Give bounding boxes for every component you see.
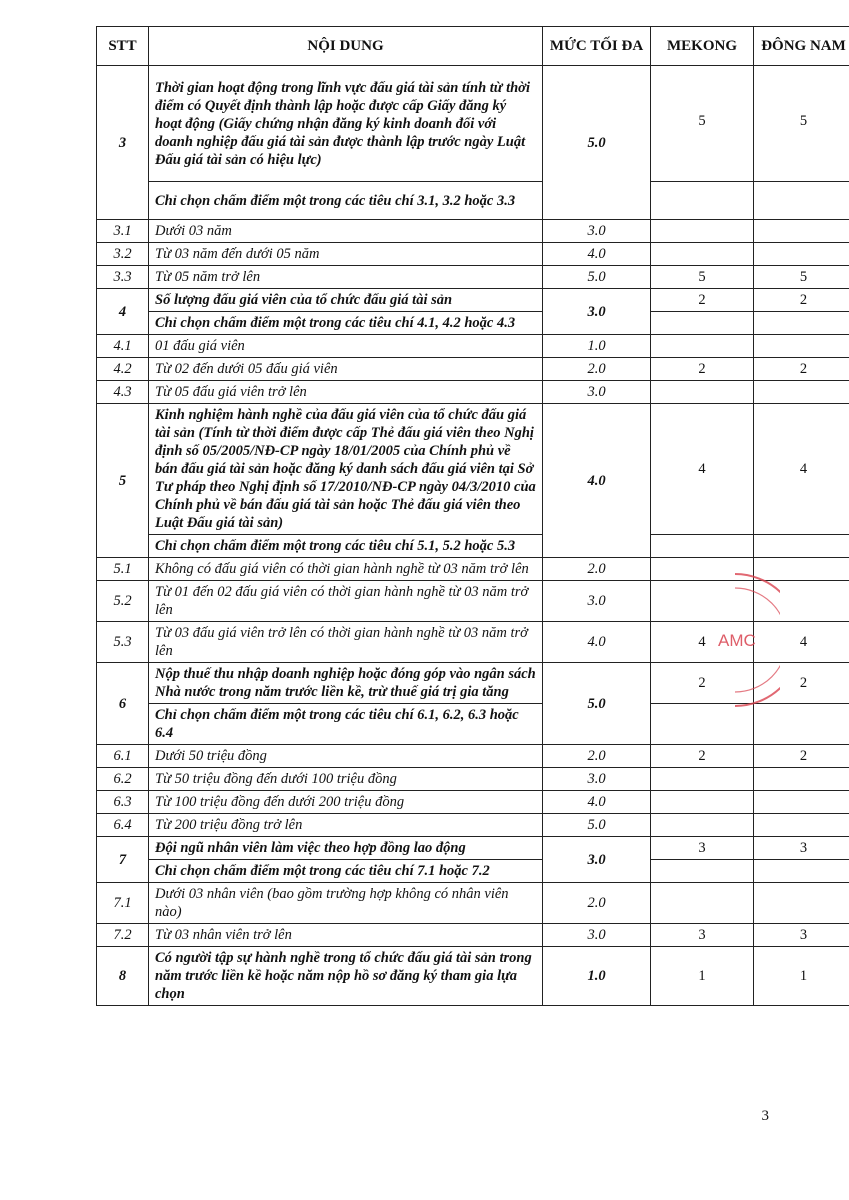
row-stt: 7.1 xyxy=(97,883,149,924)
header-content: NỘI DUNG xyxy=(149,27,543,66)
row-note: Chỉ chọn chấm điểm một trong các tiêu chí 4.1, 4.2 hoặc 4.3 xyxy=(149,312,543,335)
row-dongnam: 4 xyxy=(754,622,849,663)
row-dongnam: 2 xyxy=(754,358,849,381)
row-content: Thời gian hoạt động trong lĩnh vực đấu giá tài sản tính từ thời điểm có Quyết định thành lập hoặc được cấp Giấy đăng ký hoạt động (Giấy chứng nhận đăng ký kinh doanh đối với doanh nghiệp đấu giá tài sản được thành lập trước ngày Luật Đấu giá tài sản có hiệu lực) xyxy=(149,66,543,182)
row-mekong: 4 xyxy=(651,404,754,535)
row-mekong-empty xyxy=(651,182,754,220)
row-mekong: 4 xyxy=(651,622,754,663)
table-row xyxy=(97,791,849,814)
row-mekong: 2 xyxy=(651,663,754,704)
row-note: Chỉ chọn chấm điểm một trong các tiêu chí 6.1, 6.2, 6.3 hoặc 6.4 xyxy=(149,704,543,745)
table-row xyxy=(97,837,849,860)
row-dongnam-empty xyxy=(754,182,849,220)
row-dongnam: 1 xyxy=(754,947,849,1006)
row-mekong xyxy=(651,883,754,924)
row-max: 1.0 xyxy=(543,947,651,1006)
row-content: Từ 200 triệu đồng trở lên xyxy=(149,814,543,837)
table-row xyxy=(97,335,849,358)
row-stt: 5.3 xyxy=(97,622,149,663)
row-stt: 5 xyxy=(97,404,149,558)
row-content: Từ 02 đến dưới 05 đấu giá viên xyxy=(149,358,543,381)
row-mekong xyxy=(651,581,754,622)
svg-text:AMC: AMC xyxy=(718,631,756,650)
header-mekong: MEKONG xyxy=(651,27,754,66)
row-stt: 8 xyxy=(97,947,149,1006)
row-content: Số lượng đấu giá viên của tổ chức đấu giá tài sản xyxy=(149,289,543,312)
row-stt: 7 xyxy=(97,837,149,883)
row-stt: 4.1 xyxy=(97,335,149,358)
scoring-table-container xyxy=(96,26,846,1006)
row-dongnam xyxy=(754,335,849,358)
row-content: Từ 05 đấu giá viên trở lên xyxy=(149,381,543,404)
row-content: Dưới 03 nhân viên (bao gồm trường hợp không có nhân viên nào) xyxy=(149,883,543,924)
row-dongnam: 2 xyxy=(754,289,849,312)
row-mekong-empty xyxy=(651,704,754,745)
table-row xyxy=(97,947,849,1006)
row-dongnam xyxy=(754,791,849,814)
table-row xyxy=(97,924,849,947)
table-row xyxy=(97,622,849,663)
row-dongnam-empty xyxy=(754,312,849,335)
row-mekong xyxy=(651,768,754,791)
row-content: Dưới 50 triệu đồng xyxy=(149,745,543,768)
row-dongnam: 3 xyxy=(754,837,849,860)
row-max: 3.0 xyxy=(543,381,651,404)
table-row xyxy=(97,883,849,924)
row-max: 2.0 xyxy=(543,745,651,768)
table-row xyxy=(97,768,849,791)
row-max: 3.0 xyxy=(543,924,651,947)
table-row xyxy=(97,358,849,381)
table-row xyxy=(97,581,849,622)
table-row xyxy=(97,266,849,289)
row-dongnam-empty xyxy=(754,704,849,745)
row-content: Từ 05 năm trở lên xyxy=(149,266,543,289)
row-dongnam-empty xyxy=(754,860,849,883)
row-mekong xyxy=(651,791,754,814)
row-mekong-empty xyxy=(651,535,754,558)
row-stt: 6.1 xyxy=(97,745,149,768)
row-stt: 6.2 xyxy=(97,768,149,791)
row-content: Dưới 03 năm xyxy=(149,220,543,243)
row-max: 5.0 xyxy=(543,814,651,837)
row-content: Không có đấu giá viên có thời gian hành nghề từ 03 năm trở lên xyxy=(149,558,543,581)
row-dongnam: 5 xyxy=(754,266,849,289)
row-content: Nộp thuế thu nhập doanh nghiệp hoặc đóng góp vào ngân sách Nhà nước trong năm trước liền kề, trừ thuế giá trị gia tăng xyxy=(149,663,543,704)
header-stt: STT xyxy=(97,27,149,66)
row-content: Có người tập sự hành nghề trong tổ chức đấu giá tài sản trong năm trước liền kề hoặc năm nộp hồ sơ đăng ký tham gia lựa chọn xyxy=(149,947,543,1006)
row-dongnam xyxy=(754,220,849,243)
row-dongnam xyxy=(754,581,849,622)
row-stt: 6.4 xyxy=(97,814,149,837)
row-mekong xyxy=(651,335,754,358)
row-mekong: 2 xyxy=(651,358,754,381)
row-mekong xyxy=(651,381,754,404)
row-stt: 3.3 xyxy=(97,266,149,289)
row-max: 4.0 xyxy=(543,404,651,558)
row-max: 4.0 xyxy=(543,791,651,814)
row-stt: 7.2 xyxy=(97,924,149,947)
row-mekong: 5 xyxy=(651,266,754,289)
row-stt: 3.1 xyxy=(97,220,149,243)
row-mekong: 2 xyxy=(651,289,754,312)
row-mekong: 3 xyxy=(651,837,754,860)
row-mekong xyxy=(651,558,754,581)
row-max: 4.0 xyxy=(543,243,651,266)
row-content: Đội ngũ nhân viên làm việc theo hợp đồng lao động xyxy=(149,837,543,860)
page-number: 3 xyxy=(761,1108,769,1124)
row-dongnam xyxy=(754,814,849,837)
row-max: 3.0 xyxy=(543,220,651,243)
table-row xyxy=(97,814,849,837)
row-content: Kinh nghiệm hành nghề của đấu giá viên của tổ chức đấu giá tài sản (Tính từ thời điểm được cấp Thẻ đấu giá viên theo Nghị định số 05/2005/NĐ-CP ngày 18/01/2005 của Chính phủ về bán đấu giá tài sản hoặc đăng ký danh sách đấu giá viên tại Sở Tư pháp theo Nghị định số 17/2010/NĐ-CP ngày 04/3/2010 của Chính phủ về bán đấu giá tài sản hoặc Thẻ đấu giá viên theo Luật Đấu giá tài sản) xyxy=(149,404,543,535)
row-stt: 5.2 xyxy=(97,581,149,622)
table-header-row xyxy=(97,27,849,66)
row-content: Từ 03 năm đến dưới 05 năm xyxy=(149,243,543,266)
header-dongnam: ĐÔNG NAM xyxy=(754,27,849,66)
row-max: 5.0 xyxy=(543,66,651,220)
table-row xyxy=(97,289,849,312)
row-max: 5.0 xyxy=(543,663,651,745)
row-note: Chỉ chọn chấm điểm một trong các tiêu chí 3.1, 3.2 hoặc 3.3 xyxy=(149,182,543,220)
row-content: 01 đấu giá viên xyxy=(149,335,543,358)
table-row xyxy=(97,182,849,220)
row-stt: 4 xyxy=(97,289,149,335)
table-row xyxy=(97,220,849,243)
table-row xyxy=(97,66,849,182)
row-dongnam: 5 xyxy=(754,66,849,182)
row-max: 2.0 xyxy=(543,358,651,381)
row-max: 2.0 xyxy=(543,558,651,581)
row-max: 3.0 xyxy=(543,837,651,883)
row-dongnam xyxy=(754,883,849,924)
row-dongnam-empty xyxy=(754,535,849,558)
row-mekong: 3 xyxy=(651,924,754,947)
row-dongnam xyxy=(754,558,849,581)
row-stt: 6.3 xyxy=(97,791,149,814)
row-stt: 3.2 xyxy=(97,243,149,266)
row-dongnam xyxy=(754,381,849,404)
row-content: Từ 01 đến 02 đấu giá viên có thời gian hành nghề từ 03 năm trở lên xyxy=(149,581,543,622)
row-dongnam xyxy=(754,243,849,266)
row-stt: 4.3 xyxy=(97,381,149,404)
row-mekong xyxy=(651,243,754,266)
row-mekong: 5 xyxy=(651,66,754,182)
table-row xyxy=(97,243,849,266)
table-row xyxy=(97,704,849,745)
table-row xyxy=(97,381,849,404)
table-row xyxy=(97,745,849,768)
row-stt: 4.2 xyxy=(97,358,149,381)
row-mekong xyxy=(651,220,754,243)
row-content: Từ 03 nhân viên trở lên xyxy=(149,924,543,947)
row-stt: 5.1 xyxy=(97,558,149,581)
row-dongnam: 3 xyxy=(754,924,849,947)
row-dongnam xyxy=(754,768,849,791)
table-row xyxy=(97,663,849,704)
row-dongnam: 2 xyxy=(754,745,849,768)
row-max: 1.0 xyxy=(543,335,651,358)
scoring-table xyxy=(96,26,849,1006)
row-mekong-empty xyxy=(651,312,754,335)
row-mekong: 1 xyxy=(651,947,754,1006)
header-max: MỨC TỐI ĐA xyxy=(543,27,651,66)
row-content: Từ 03 đấu giá viên trở lên có thời gian hành nghề từ 03 năm trở lên xyxy=(149,622,543,663)
row-max: 5.0 xyxy=(543,266,651,289)
table-row xyxy=(97,312,849,335)
table-row xyxy=(97,404,849,535)
row-mekong-empty xyxy=(651,860,754,883)
table-row xyxy=(97,558,849,581)
row-max: 2.0 xyxy=(543,883,651,924)
row-max: 3.0 xyxy=(543,581,651,622)
table-row xyxy=(97,860,849,883)
row-max: 3.0 xyxy=(543,768,651,791)
row-content: Từ 50 triệu đồng đến dưới 100 triệu đồng xyxy=(149,768,543,791)
row-mekong xyxy=(651,814,754,837)
row-note: Chỉ chọn chấm điểm một trong các tiêu chí 5.1, 5.2 hoặc 5.3 xyxy=(149,535,543,558)
row-max: 3.0 xyxy=(543,289,651,335)
row-stt: 3 xyxy=(97,66,149,220)
row-dongnam: 2 xyxy=(754,663,849,704)
row-stt: 6 xyxy=(97,663,149,745)
row-note: Chỉ chọn chấm điểm một trong các tiêu chí 7.1 hoặc 7.2 xyxy=(149,860,543,883)
row-content: Từ 100 triệu đồng đến dưới 200 triệu đồng xyxy=(149,791,543,814)
row-mekong: 2 xyxy=(651,745,754,768)
row-max: 4.0 xyxy=(543,622,651,663)
table-row xyxy=(97,535,849,558)
row-dongnam: 4 xyxy=(754,404,849,535)
